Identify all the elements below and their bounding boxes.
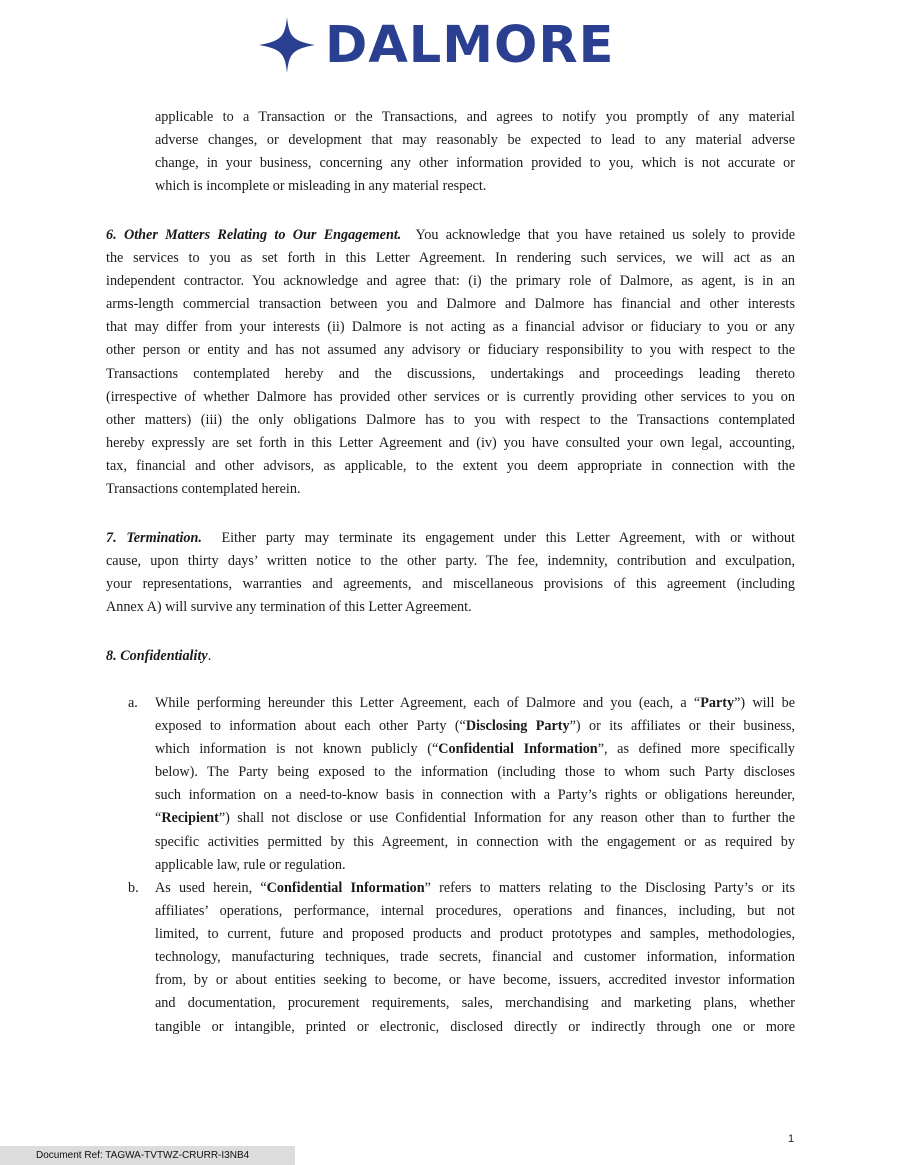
text-line: other person or entity and has not assumed any advisory or fiduciary responsibility to you with respect to the — [106, 342, 795, 359]
text-line: that may differ from your interests (ii) Dalmore is not acting as a financial advisor or fiduciary to you or any — [106, 319, 795, 336]
text-fragment: ”) will be — [734, 695, 796, 711]
text-line: independent contractor. You acknowledge and agree that: (i) the primary role of Dalmore, as agent, is in an — [106, 273, 795, 290]
text-fragment: exposed to information about each other Party (“ — [155, 718, 466, 735]
text-line: and documentation, procurement requirements, sales, merchandising and marketing plans, whether — [155, 995, 795, 1012]
text-line: arms-length commercial transaction between you and Dalmore and Dalmore has financial and other interests — [106, 296, 795, 313]
defined-term: Disclosing Party — [465, 718, 570, 735]
section-6-first-line — [106, 224, 795, 247]
section-8-heading: 8. Confidentiality — [106, 648, 208, 664]
text-line: applicable to a Transaction or the Transactions, and agrees to notify you promptly of any material — [155, 109, 795, 125]
text-fragment: . — [207, 648, 212, 664]
defined-term: Confidential Information — [266, 880, 425, 896]
section-7-first-line — [106, 527, 795, 550]
text-line: applicable law, rule or regulation. — [155, 856, 346, 873]
page-number: 1 — [788, 1133, 795, 1145]
logo-text: DALMORE — [325, 15, 615, 75]
text-line — [155, 715, 795, 738]
text-line: adverse changes, or development that may reasonably be expected to lead to any material adverse — [155, 132, 795, 149]
text-fragment: ”, as defined more specifically — [597, 741, 796, 758]
text-fragment: You acknowledge that you have retained us solely to provide — [401, 227, 796, 243]
text-line: (irrespective of whether Dalmore has provided other services or is currently providing other services to you on — [106, 388, 795, 405]
defined-term: Party — [700, 695, 735, 711]
text-line: change, in your business, concerning any other information provided to you, which is not accurate or — [155, 155, 795, 172]
text-fragment: Either party may terminate its engagement under this Letter Agreement, with or without — [201, 530, 795, 546]
text-fragment: which information is not known publicly (“ — [155, 741, 439, 758]
text-line: hereby expressly are set forth in this Letter Agreement and (iv) you have consulted your own legal, accounting, — [106, 434, 795, 451]
text-line: Transactions contemplated herein. — [106, 481, 301, 498]
text-line: which is incomplete or misleading in any material respect. — [155, 178, 487, 195]
text-fragment: ”) shall not disclose or use Confidential Information for any reason other than to further the — [218, 810, 795, 827]
text-line: tax, financial and other advisors, as applicable, to the extent you deem appropriate in connection with the — [106, 457, 795, 474]
text-line: below). The Party being exposed to the information (including those to whom such Party discloses — [155, 764, 795, 781]
text-line — [155, 807, 795, 830]
defined-term: Recipient — [161, 810, 219, 827]
text-line: Transactions contemplated hereby and the discussions, undertakings and proceedings leading thereto — [106, 365, 795, 382]
defined-term: Confidential Information — [438, 741, 598, 758]
section-8-heading-line — [106, 645, 795, 668]
text-fragment: “ — [155, 810, 162, 827]
text-line — [155, 877, 795, 900]
section-7-heading: 7. Termination. — [106, 530, 202, 546]
text-line: cause, upon thirty days’ written notice to the other party. The fee, indemnity, contribution and exculpation, — [106, 553, 795, 570]
list-item-a — [155, 692, 795, 877]
document-ref-bar: Document Ref: TAGWA-TVTWZ-CRURR-I3NB4 — [0, 1146, 295, 1165]
text-line: other matters) (iii) the only obligations Dalmore has to you with respect to the Transactions contemplated — [106, 411, 795, 428]
text-fragment: ”) or its affiliates or their business, — [569, 718, 795, 735]
text-line: specific activities permitted by this Agreement, in connection with the engagement or as required by — [155, 833, 795, 850]
text-line: technology, manufacturing techniques, trade secrets, financial and customer information, information — [155, 949, 795, 966]
text-line: tangible or intangible, printed or electronic, disclosed directly or indirectly through one or more — [155, 1018, 795, 1035]
text-line: your representations, warranties and agreements, and miscellaneous provisions of this agreement (including — [106, 576, 795, 593]
list-marker-a: a. — [128, 695, 138, 711]
text-fragment: While performing hereunder this Letter Agreement, each of Dalmore and you (each, a “ — [155, 695, 701, 711]
text-line: such information on a need-to-know basis in connection with a Party’s rights or obligations hereunder, — [155, 787, 795, 804]
continuation-paragraph — [155, 106, 795, 198]
text-line — [155, 738, 795, 761]
list-marker-b: b. — [128, 880, 139, 896]
section-6-heading: 6. Other Matters Relating to Our Engagement. — [106, 227, 402, 243]
section-6 — [106, 224, 795, 501]
list-item-b — [155, 877, 795, 1039]
text-line: affiliates’ operations, performance, internal procedures, operations and finances, including, but not — [155, 903, 795, 920]
section-8-heading-wrap — [106, 645, 795, 668]
text-line: from, by or about entities seeking to become, or have become, issuers, accredited investor information — [155, 972, 795, 989]
four-point-star-icon — [255, 15, 319, 75]
text-fragment: ” refers to matters relating to the Disclosing Party’s or its — [424, 880, 795, 896]
dalmore-logo — [255, 14, 615, 76]
text-line: Annex A) will survive any termination of this Letter Agreement. — [106, 599, 472, 616]
text-line: the services to you as set forth in this Letter Agreement. In rendering such services, we will act as an — [106, 250, 795, 267]
text-line: limited, to current, future and proposed products and product prototypes and samples, methodologies, — [155, 926, 795, 943]
text-fragment: As used herein, “ — [155, 880, 267, 896]
section-7 — [106, 527, 795, 619]
text-line — [155, 692, 795, 715]
